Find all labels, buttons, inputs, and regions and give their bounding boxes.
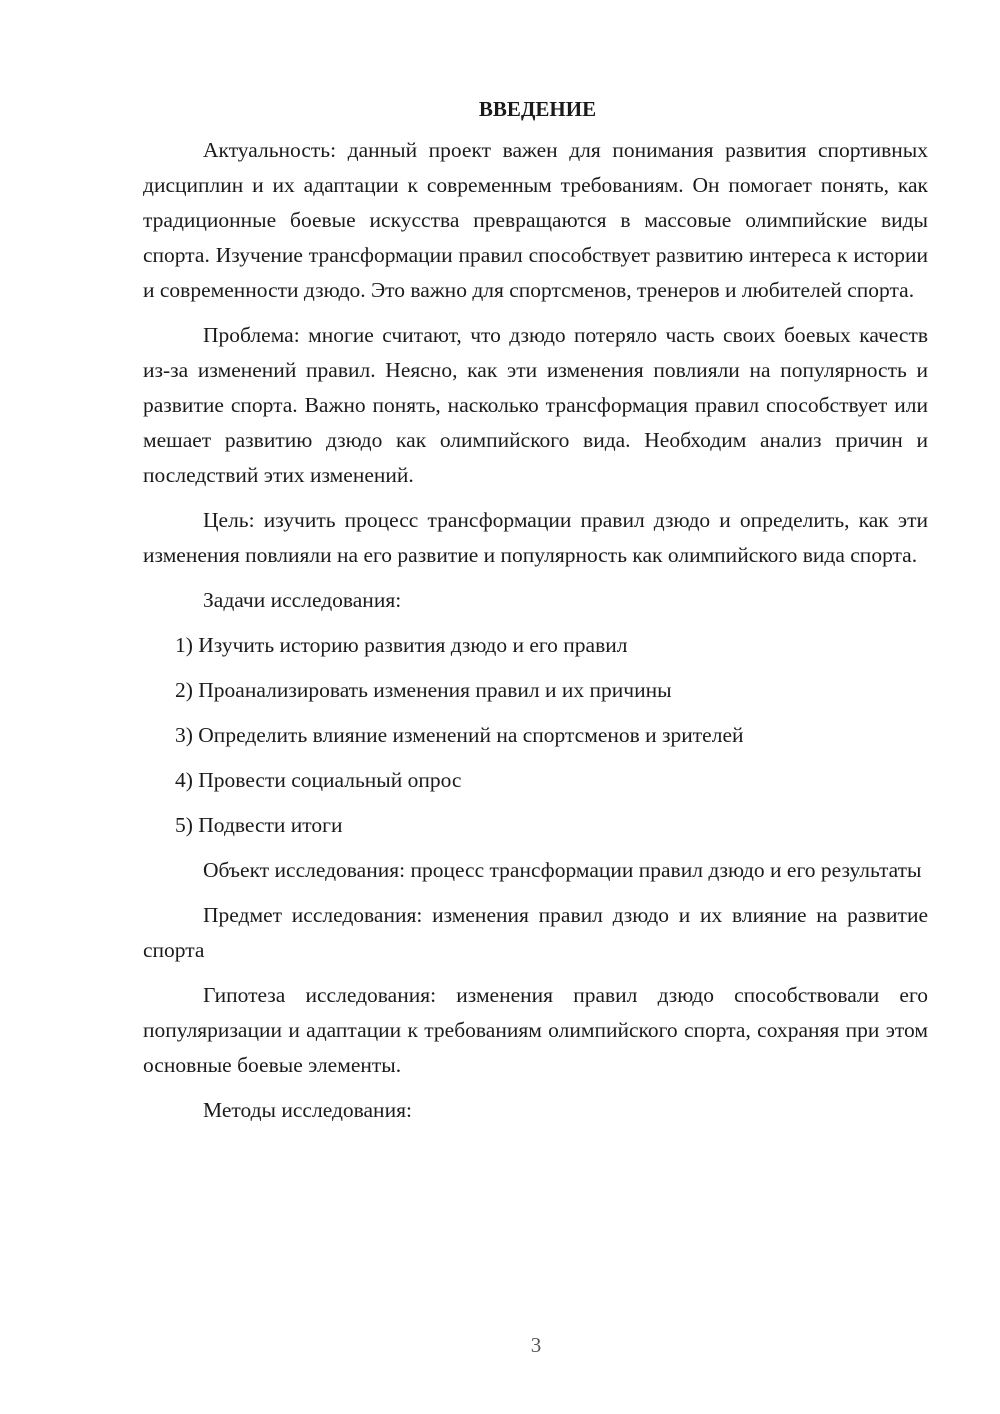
page-number: 3 xyxy=(530,1333,542,1357)
list-item: 3) Определить влияние изменений на спортсменов и зрителей xyxy=(175,723,744,747)
goal-paragraph: Цель: изучить процесс трансформации правил дзюдо и определить, как эти изменения повлияли на его развитие и популярность как олимпийского вида спорта. xyxy=(143,508,928,567)
list-item: 5) Подвести итоги xyxy=(175,813,343,837)
problem-paragraph: Проблема: многие считают, что дзюдо потеряло часть своих боевых качеств из-за изменений правил. Неясно, как эти изменения повлияли на популярность и развитие спорта. Важно понять, насколько трансформация правил способствует или мешает развитию дзюдо как олимпийского вида. Необходим анализ причин и последствий этих изменений. xyxy=(143,323,928,487)
tasks-list xyxy=(143,628,928,843)
object-paragraph: Объект исследования: процесс трансформации правил дзюдо и его результаты xyxy=(203,858,922,882)
page-title: ВВЕДЕНИЕ xyxy=(478,97,597,121)
page-body xyxy=(143,92,928,1138)
subject-paragraph: Предмет исследования: изменения правил дзюдо и их влияние на развитие спорта xyxy=(143,903,928,962)
relevance-paragraph: Актуальность: данный проект важен для понимания развития спортивных дисциплин и их адаптации к современным требованиям. Он помогает понять, как традиционные боевые искусства превращаются в массовые олимпийские виды спорта. Изучение трансформации правил способствует развитию интереса к истории и современности дзюдо. Это важно для спортсменов, тренеров и любителей спорта. xyxy=(143,138,928,302)
tasks-heading: Задачи исследования: xyxy=(203,588,402,612)
list-item: 1) Изучить историю развития дзюдо и его правил xyxy=(175,633,628,657)
methods-heading: Методы исследования: xyxy=(203,1098,412,1122)
list-item: 4) Провести социальный опрос xyxy=(175,768,462,792)
list-item: 2) Проанализировать изменения правил и их причины xyxy=(175,678,672,702)
hypothesis-paragraph: Гипотеза исследования: изменения правил дзюдо способствовали его популяризации и адаптации к требованиям олимпийского спорта, сохраняя при этом основные боевые элементы. xyxy=(143,983,928,1077)
